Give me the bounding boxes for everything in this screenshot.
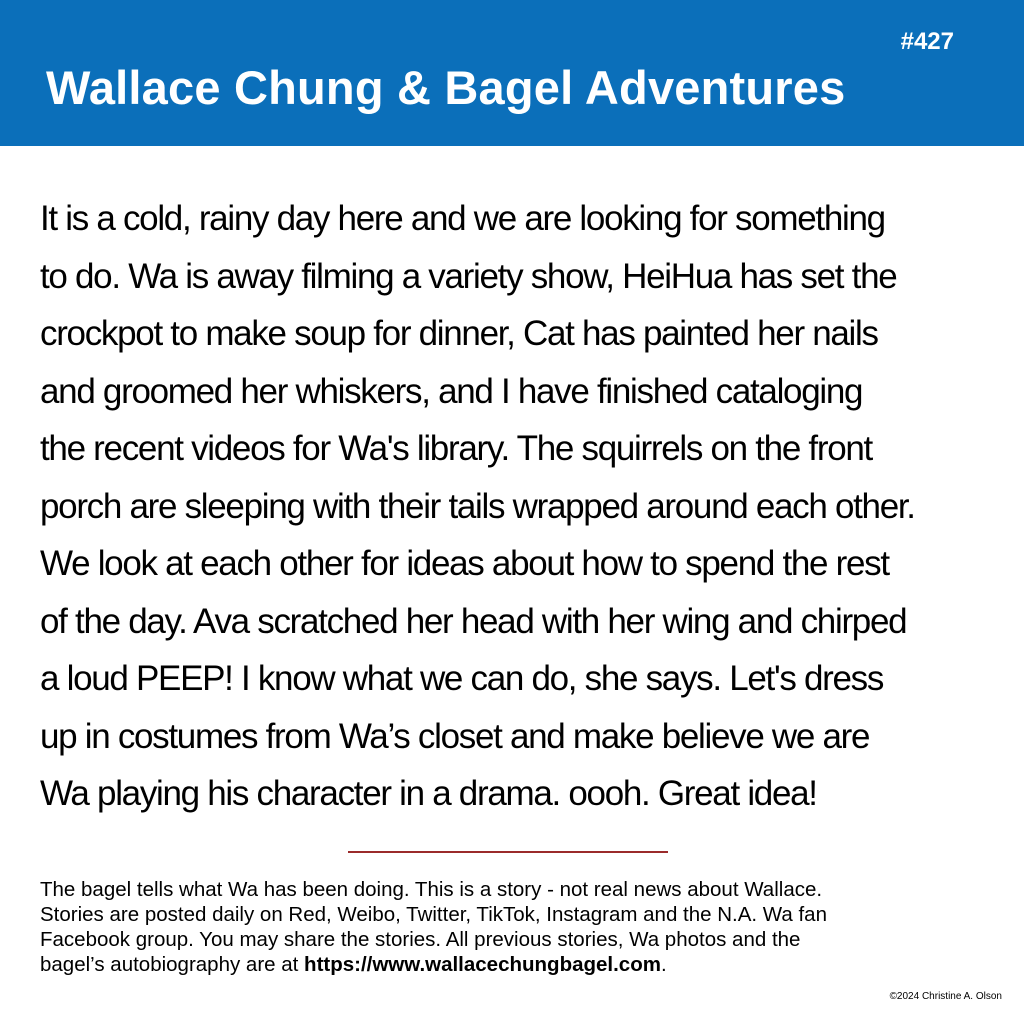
footer-line [40,952,1000,977]
story-line: of the day. Ava scratched her head with her wing and chirped [40,601,907,641]
footer-notice [40,877,1000,977]
copyright-notice: ©2024 Christine A. Olson [889,991,1002,1002]
story-text [40,190,1004,823]
footer-line: The bagel tells what Wa has been doing. This is a story - not real news about Wallace. [40,878,823,901]
story-line: the recent videos for Wa's library. The squirrels on the front [40,429,872,468]
story-line: We look at each other for ideas about how to spend the rest [40,544,889,583]
footer-line-text: bagel’s autobiography are at [40,953,305,976]
page-title: Wallace Chung & Bagel Adventures [46,61,846,114]
story-line: It is a cold, rainy day here and we are looking for something [40,199,885,238]
footer-line: Facebook group. You may share the stories. All previous stories, Wa photos and the [40,928,801,951]
story-line: and groomed her whiskers, and I have finished cataloging [40,371,863,411]
story-line: porch are sleeping with their tails wrapped around each other. [40,486,915,526]
story-line: a loud PEEP! I know what we can do, she says. Let's dress [40,659,884,698]
story-line: Wa playing his character in a drama. oooh. Great idea! [40,774,817,813]
story-line: to do. Wa is away filming a variety show, HeiHua has set the [40,256,897,296]
story-line: crockpot to make soup for dinner, Cat has painted her nails [40,314,878,353]
issue-number: #427 [900,28,954,55]
divider-line [348,851,668,853]
website-link[interactable]: https://www.wallacechungbagel.com [304,953,661,976]
header-banner [0,0,1024,146]
footer-line: Stories are posted daily on Red, Weibo, Twitter, TikTok, Instagram and the N.A. Wa fan [40,903,827,926]
story-line: up in costumes from Wa’s closet and make believe we are [40,716,870,756]
footer-line-end: . [660,953,667,976]
